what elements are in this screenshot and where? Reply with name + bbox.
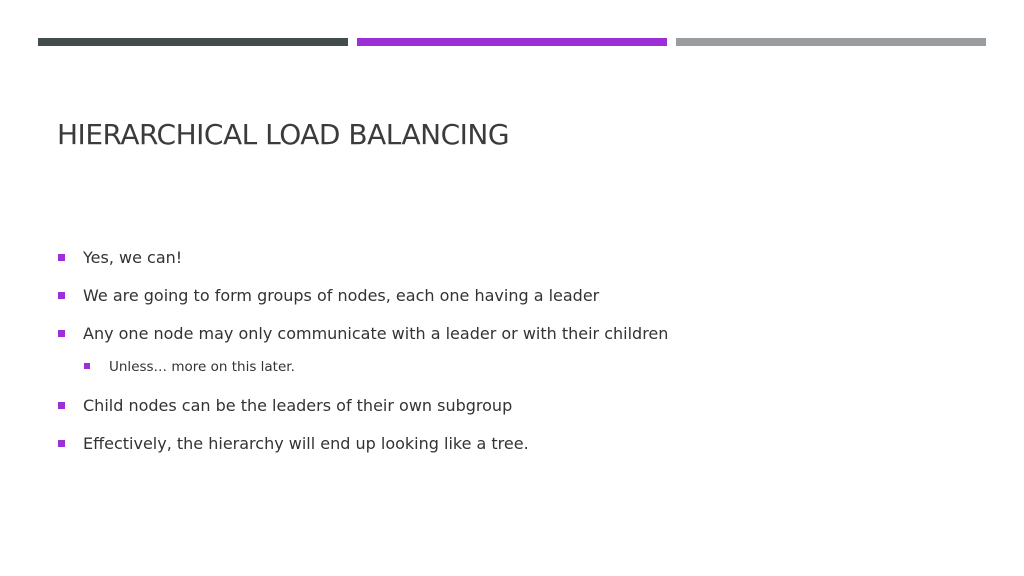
decor-bar-dark: [38, 38, 348, 46]
bullet-list: [58, 248, 668, 472]
decor-bar-purple: [357, 38, 667, 46]
bullet-item: Yes, we can!: [58, 248, 668, 286]
slide-title: HIERARCHICAL LOAD BALANCING: [57, 118, 510, 151]
decor-bar-gray: [676, 38, 986, 46]
sub-bullet-item: Unless… more on this later.: [58, 358, 668, 392]
bullet-item: Effectively, the hierarchy will end up looking like a tree.: [58, 434, 668, 472]
bullet-item: Child nodes can be the leaders of their own subgroup: [58, 396, 668, 434]
bullet-item: We are going to form groups of nodes, each one having a leader: [58, 286, 668, 324]
bullet-item: Any one node may only communicate with a leader or with their children: [58, 324, 668, 362]
